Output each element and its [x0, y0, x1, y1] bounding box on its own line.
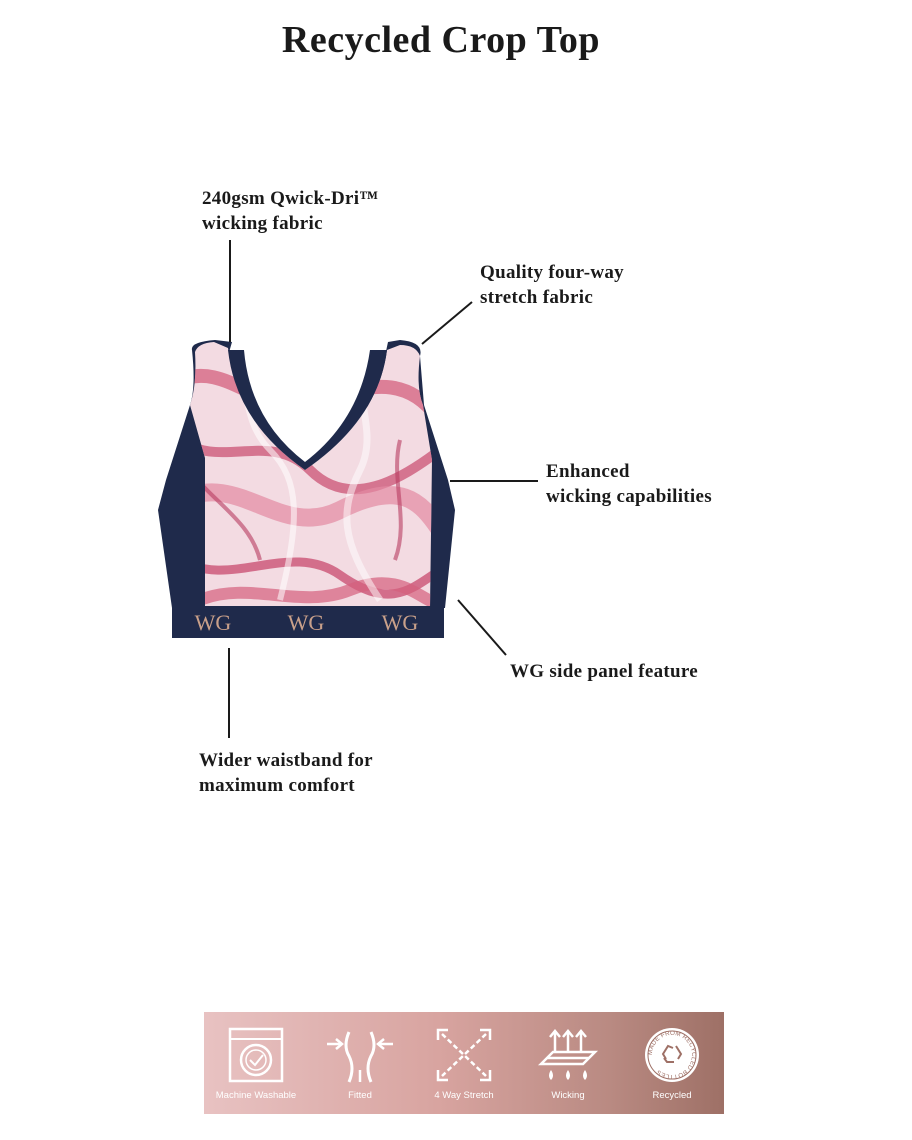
- callout-line: Quality four-way: [480, 262, 624, 283]
- wicking-callout: [546, 459, 712, 509]
- callout-line: WG side panel feature: [510, 661, 699, 682]
- stretch-leader-line: [422, 302, 472, 344]
- side-panel-callout: [510, 659, 698, 684]
- side-panel-leader-line: [458, 600, 506, 655]
- feature-label: Machine Washable: [215, 1090, 297, 1101]
- feature-four-way-stretch: [412, 1012, 516, 1114]
- feature-icon-bar: [204, 1012, 724, 1114]
- feature-fitted: [308, 1012, 412, 1114]
- feature-machine-washable: [204, 1012, 308, 1114]
- callout-line: Enhanced: [546, 461, 630, 482]
- svg-text:MADE FROM RECYCLED BOTTLES: MADE FROM RECYCLED BOTTLES: [646, 1029, 698, 1081]
- waistband-callout: [199, 748, 373, 798]
- marble-front-panel: [180, 330, 440, 620]
- crop-top-illustration: [158, 330, 455, 638]
- page-title: Recycled Crop Top: [281, 19, 601, 61]
- feature-wicking: [516, 1012, 620, 1114]
- waistband-logo: WG: [381, 610, 419, 635]
- feature-label: Recycled: [652, 1090, 692, 1101]
- callout-line: stretch fabric: [480, 287, 594, 308]
- callout-line: maximum comfort: [199, 775, 355, 796]
- feature-recycled: [620, 1012, 724, 1114]
- callout-line: wicking fabric: [202, 213, 323, 234]
- fabric-callout: [202, 186, 379, 236]
- callout-line: 240gsm Qwick-Dri™: [202, 188, 379, 209]
- fitted-icon: [325, 1026, 395, 1084]
- feature-label: Fitted: [348, 1090, 372, 1101]
- washing-machine-icon: [227, 1026, 285, 1084]
- callout-line: wicking capabilities: [546, 486, 712, 507]
- waistband-logo: WG: [194, 610, 232, 635]
- waistband-logo: WG: [287, 610, 325, 635]
- wicking-icon: [535, 1026, 601, 1084]
- feature-label: 4 Way Stretch: [434, 1090, 494, 1101]
- stretch-callout: [480, 260, 624, 310]
- four-way-stretch-icon: [434, 1026, 494, 1084]
- callout-line: Wider waistband for: [199, 750, 373, 771]
- recycled-icon: [643, 1026, 701, 1084]
- feature-label: Wicking: [551, 1090, 585, 1101]
